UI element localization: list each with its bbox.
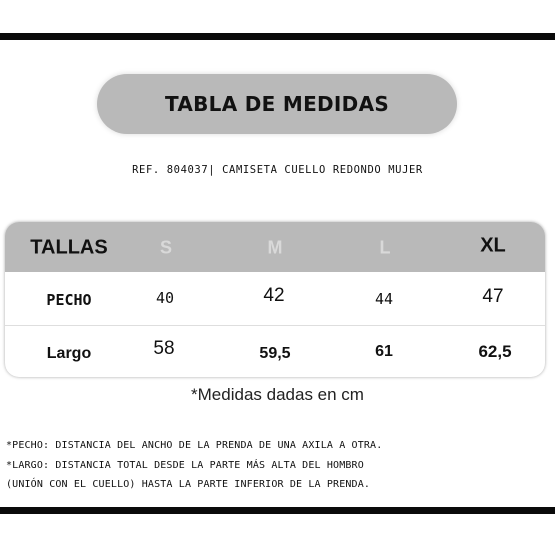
product-reference: REF. 804037| CAMISETA CUELLO REDONDO MUJER <box>132 164 423 176</box>
definition-line: (UNIÓN CON EL CUELLO) HASTA LA PARTE INFERIOR DE LA PRENDA. <box>6 479 371 490</box>
header-size-l: L <box>379 237 391 258</box>
title-banner <box>97 74 457 134</box>
pecho-m: 42 <box>263 285 285 306</box>
pecho-xl: 47 <box>482 286 504 307</box>
definition-line: *PECHO: DISTANCIA DEL ANCHO DE LA PRENDA DE UNA AXILA A OTRA. <box>6 440 383 451</box>
largo-l: 61 <box>375 343 393 360</box>
row-divider <box>5 325 545 326</box>
header-size-s: S <box>159 237 173 258</box>
largo-xl: 62,5 <box>478 342 512 361</box>
pecho-s: 40 <box>155 289 175 307</box>
definition-line: *LARGO: DISTANCIA TOTAL DESDE LA PARTE MÁS ALTA DEL HOMBRO <box>6 459 364 471</box>
pecho-l: 44 <box>374 290 394 308</box>
header-tallas: TALLAS <box>30 236 108 259</box>
header-size-m: M <box>267 237 283 258</box>
page-title: TABLA DE MEDIDAS <box>164 92 390 116</box>
top-border <box>0 33 555 40</box>
header-size-xl: XL <box>480 234 506 257</box>
largo-m: 59,5 <box>259 345 291 362</box>
largo-s: 58 <box>153 338 175 359</box>
measurement-definitions <box>6 436 551 495</box>
row-label-pecho: PECHO <box>46 291 92 309</box>
bottom-border <box>0 507 555 514</box>
row-label-largo: Largo <box>46 345 92 362</box>
size-table <box>5 222 545 377</box>
units-note: *Medidas dadas en cm <box>191 385 364 404</box>
